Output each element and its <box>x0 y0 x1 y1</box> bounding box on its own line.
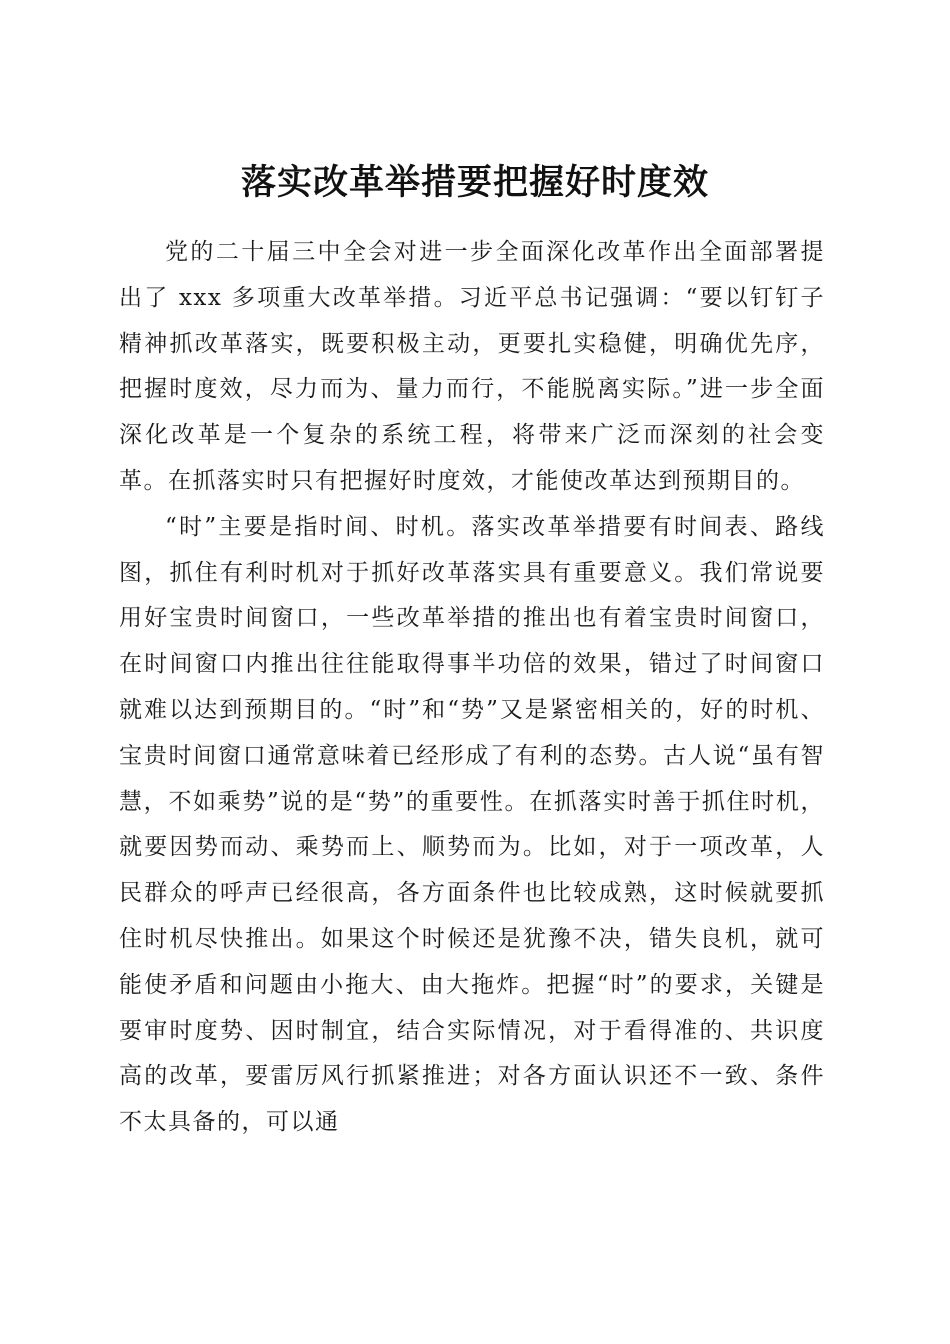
document-title: 落实改革举措要把握好时度效 <box>240 162 709 204</box>
paragraph-timing: “时”主要是指时间、时机。落实改革举措要有时间表、路线图，抓住有利时机对于抓好改革落实具有重要意义。我们常说要用好宝贵时间窗口，一些改革举措的推出也有着宝贵时间窗口，在时间窗口内推出往往能取得事半功倍的效果，错过了时间窗口就难以达到预期目的。“时”和“势”又是紧密相关的，好的时机、宝贵时间窗口通常意味着已经形成了有利的态势。古人说“虽有智慧，不如乘势”说的是“势”的重要性。在抓落实时善于抓住时机，就要因势而动、乘势而上、顺势而为。比如，对于一项改革，人民群众的呼声已经很高，各方面条件也比较成熟，这时候就要抓住时机尽快推出。如果这个时候还是犹豫不决，错失良机，就可能使矛盾和问题由小拖大、由大拖炸。把握“时”的要求，关键是要审时度势、因时制宜，结合实际情况，对于看得准的、共识度高的改革，要雷厉风行抓紧推进；对各方面认识还不一致、条件不太具备的，可以通 <box>119 513 825 1136</box>
document-body <box>119 230 825 1146</box>
paragraph-intro: 党的二十届三中全会对进一步全面深化改革作出全面部署提出了 xxx 多项重大改革举措。习近平总书记强调：“要以钉钉子精神抓改革落实，既要积极主动，更要扎实稳健，明确优先序，把握时度效，尽力而为、量力而行，不能脱离实际。”进一步全面深化改革是一个复杂的系统工程，将带来广泛而深刻的社会变革。在抓落实时只有把握好时度效，才能使改革达到预期目的。 <box>119 239 825 494</box>
